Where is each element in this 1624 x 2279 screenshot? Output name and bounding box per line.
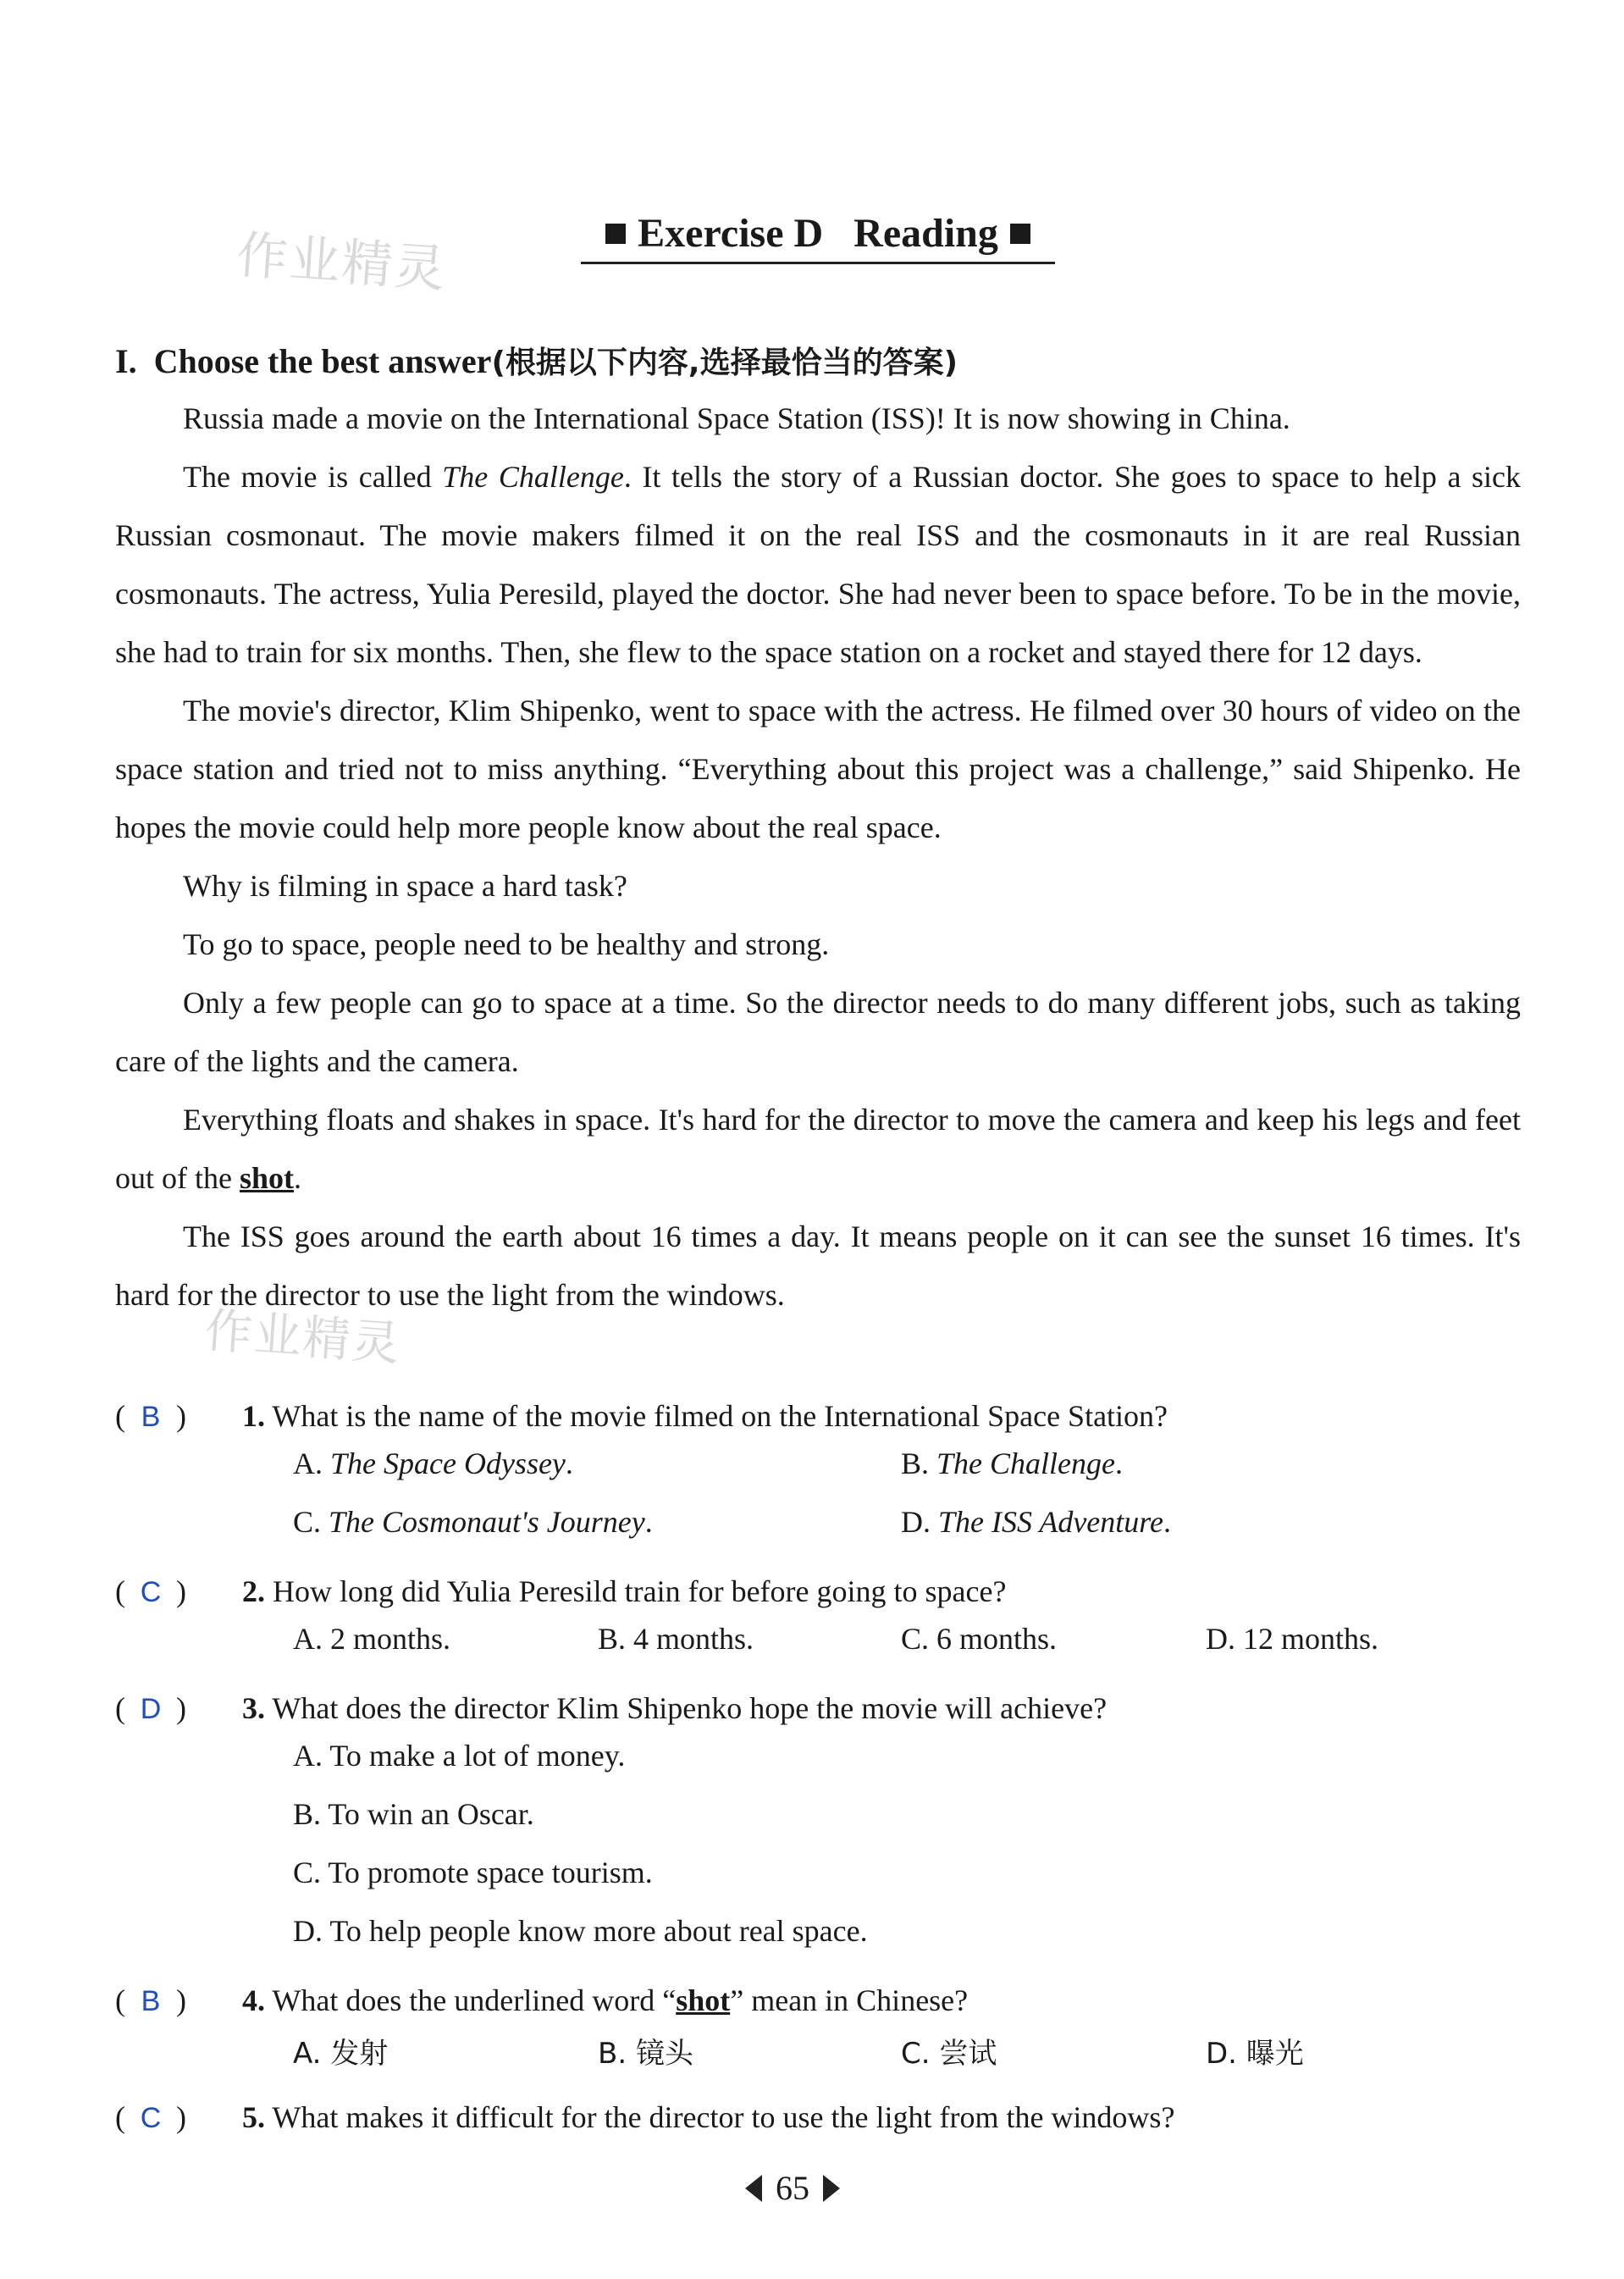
- square-bullet-icon: [605, 224, 626, 244]
- passage-paragraph: Russia made a movie on the International Space Station (ISS)! It is now showing in China.: [183, 401, 1290, 435]
- question-1: [115, 1387, 1521, 1447]
- question-text: What does the underlined word “shot” mean in Chinese?: [272, 1983, 969, 2017]
- question-4: [115, 1972, 1521, 2031]
- passage-paragraph: Only a few people can go to space at a time. So the director needs to do many different jobs, such as taking care of the lights and the camera.: [115, 986, 1521, 1078]
- passage-paragraph: The movie is called The Challenge. It tells the story of a Russian doctor. She goes to space to help a sick Russian cosmonaut. The movie makers filmed it on the real ISS and the cosmonauts in it are real Russian cosmonauts. The actress, Yulia Peresild, played the doctor. She had never been to space before. To be in the movie, she had to train for six months. Then, she flew to the space station on a rocket and stayed there for 12 days.: [115, 460, 1522, 669]
- option-a: A. 2 months.: [293, 1622, 451, 1656]
- square-bullet-icon: [1010, 224, 1030, 244]
- option-c: C. To promote space tourism.: [293, 1856, 653, 1889]
- option-d: D. 12 months.: [1206, 1622, 1379, 1656]
- passage-paragraph: Everything floats and shakes in space. It's hard for the director to move the camera and keep his legs and feet out of the shot.: [115, 1103, 1521, 1195]
- question-number: 1.: [242, 1399, 265, 1433]
- question-text: What makes it difficult for the director to use the light from the windows?: [272, 2100, 1175, 2134]
- option-c: C. 6 months.: [901, 1622, 1058, 1656]
- option-b: B. The Challenge.: [901, 1447, 1123, 1480]
- underlined-word: shot: [676, 1983, 731, 2017]
- option-b: B. 镜头: [598, 2037, 693, 2071]
- section-heading-cn: (根据以下内容,选择最恰当的答案): [491, 346, 958, 380]
- question-number: 5.: [242, 2100, 265, 2134]
- page-title: [581, 210, 1055, 264]
- question-number: 4.: [242, 1983, 265, 2017]
- passage-paragraph: To go to space, people need to be healthy and strong.: [183, 927, 830, 961]
- answer-letter: B: [141, 1985, 161, 2017]
- passage-paragraph: Why is filming in space a hard task?: [183, 869, 627, 903]
- answer-letter: B: [141, 1401, 161, 1433]
- answer-bracket: ( B ): [115, 1972, 242, 2031]
- question-3: [115, 1679, 1521, 1739]
- movie-title: The Challenge: [442, 460, 624, 494]
- option-a: A. The Space Odyssey.: [293, 1447, 573, 1480]
- answer-letter: C: [140, 1576, 162, 1608]
- title-text: Exercise D Reading: [638, 211, 998, 256]
- answer-letter: C: [140, 2102, 162, 2134]
- section-heading-en: I. Choose the best answer: [115, 342, 492, 380]
- passage-paragraph: The movie's director, Klim Shipenko, went to space with the actress. He filmed over 30 hours of video on the space station and tried not to miss anything. “Everything about this project was a challenge,” said Shipenko. He hopes the movie could help more people know about the real space.: [115, 694, 1521, 844]
- question-text: What does the director Klim Shipenko hope the movie will achieve?: [272, 1691, 1108, 1725]
- answer-bracket: ( C ): [115, 1563, 242, 1622]
- option-d: D. The ISS Adventure.: [901, 1505, 1171, 1539]
- option-d: D. 曝光: [1206, 2037, 1304, 2071]
- underlined-word: shot: [239, 1161, 295, 1195]
- question-5: [115, 2088, 1521, 2148]
- option-c: C. 尝试: [901, 2037, 997, 2071]
- answer-bracket: ( D ): [115, 1679, 242, 1739]
- reading-passage: [115, 390, 1521, 1325]
- question-number: 3.: [242, 1691, 265, 1725]
- page-footer: [745, 2168, 840, 2208]
- question-text: What is the name of the movie filmed on the International Space Station?: [272, 1399, 1168, 1433]
- watermark-top: 作业精灵: [235, 225, 449, 300]
- section-heading: [115, 339, 958, 382]
- triangle-left-icon: [745, 2175, 762, 2202]
- triangle-right-icon: [823, 2175, 840, 2202]
- answer-letter: D: [140, 1693, 162, 1725]
- question-text: How long did Yulia Peresild train for before going to space?: [273, 1574, 1007, 1608]
- passage-paragraph: The ISS goes around the earth about 16 times a day. It means people on it can see the sunset 16 times. It's hard for the director to use the light from the windows.: [115, 1220, 1521, 1312]
- page-number: 65: [776, 2169, 809, 2207]
- question-2: [115, 1563, 1521, 1622]
- question-number: 2.: [242, 1574, 265, 1608]
- option-a: A. 发射: [293, 2037, 389, 2071]
- option-b: B. 4 months.: [598, 1622, 754, 1656]
- option-c: C. The Cosmonaut's Journey.: [293, 1505, 653, 1539]
- watermark-middle: 作业精灵: [202, 1303, 403, 1373]
- option-d: D. To help people know more about real space.: [293, 1914, 868, 1948]
- answer-bracket: ( B ): [115, 1387, 242, 1447]
- option-b: B. To win an Oscar.: [293, 1797, 534, 1831]
- answer-bracket: ( C ): [115, 2088, 242, 2148]
- option-a: A. To make a lot of money.: [293, 1739, 626, 1773]
